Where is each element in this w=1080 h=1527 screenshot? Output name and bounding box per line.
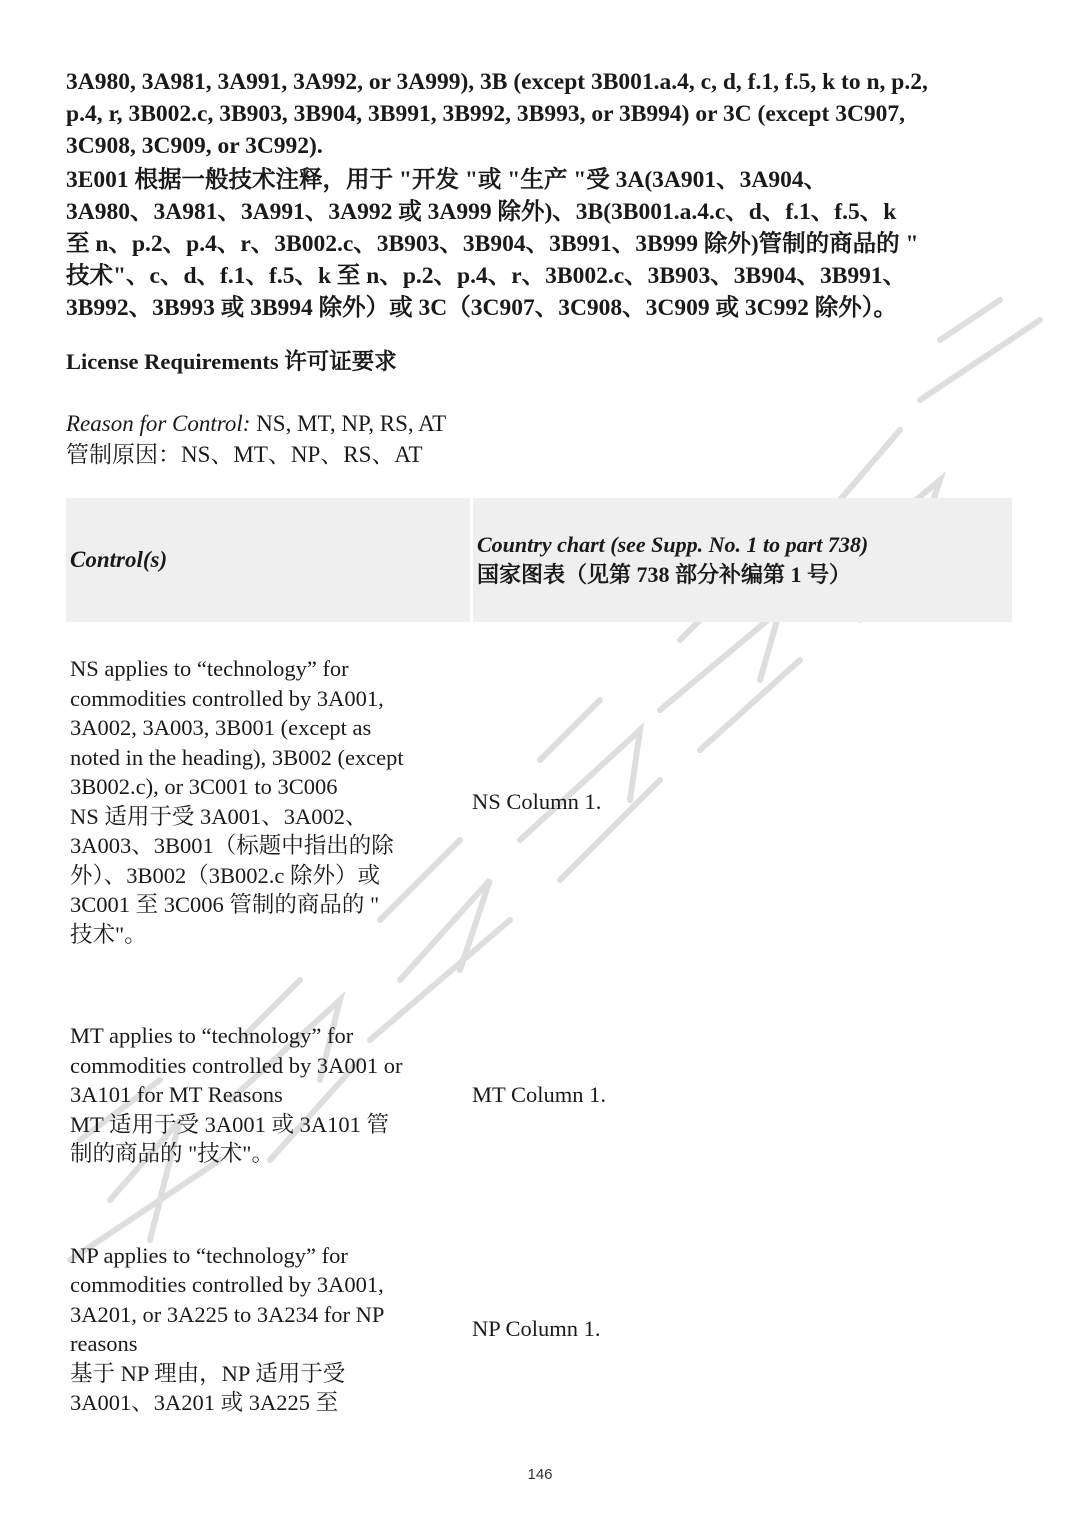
control-line: 3B002.c), or 3C001 to 3C006 — [70, 774, 338, 799]
control-line: 制的商品的 "技术"。 — [70, 1141, 274, 1166]
country-cell: NP Column 1. — [472, 1316, 601, 1341]
intro-line: p.4, r, 3B002.c, 3B903, 3B904, 3B991, 3B992, 3B993, or 3B994) or 3C (except 3C907, — [66, 101, 906, 127]
reason-value: NS, MT, NP, RS, AT — [250, 411, 447, 436]
control-line: 3A101 for MT Reasons — [70, 1082, 283, 1107]
control-line: NS 适用于受 3A001、3A002、 — [70, 803, 368, 829]
reason-zh: 管制原因：NS、MT、NP、RS、AT — [66, 442, 423, 467]
control-line: 3A003、3B001（标题中指出的除 — [70, 833, 394, 858]
table-row — [66, 654, 1012, 949]
control-line: 外）、3B002（3B002.c 除外）或 — [70, 862, 381, 888]
header-country-en: Country chart (see Supp. No. 1 to part 738) — [477, 532, 869, 557]
license-table — [66, 498, 1012, 1418]
intro-zh-line: 3E001 根据一般技术注释，用于 "开发 "或 "生产 "受 3A(3A901、3A904、 — [66, 167, 828, 193]
control-cell — [66, 654, 462, 949]
license-requirements-heading: License Requirements 许可证要求 — [66, 349, 397, 374]
intro-zh-line: 3A980、3A981、3A991、3A992 或 3A999 除外)、3B(3B001.a.4.c、d、f.1、f.5、k — [66, 199, 897, 225]
control-line: commodities controlled by 3A001, — [70, 685, 384, 711]
control-cell — [66, 1021, 462, 1169]
country-cell: NS Column 1. — [472, 788, 602, 814]
control-line: 3A001、3A201 或 3A225 至 — [70, 1390, 339, 1415]
country-cell: MT Column 1. — [472, 1081, 606, 1107]
table-header — [66, 498, 1012, 622]
table-row — [66, 1021, 1012, 1169]
intro-block — [66, 66, 1016, 324]
header-country-chart — [473, 498, 1012, 622]
control-line: 基于 NP 理由，NP 适用于受 — [70, 1360, 346, 1386]
intro-zh-line: 技术"、c、d、f.1、f.5、k 至 n、p.2、p.4、r、3B002.c、3B903、3B904、3B991、 — [66, 263, 907, 289]
reason-for-control — [66, 408, 446, 470]
page-number: 146 — [527, 1466, 553, 1483]
intro-line: 3C908, 3C909, or 3C992). — [66, 133, 323, 159]
control-line: MT applies to “technology” for — [70, 1023, 354, 1048]
control-line: commodities controlled by 3A001, — [70, 1272, 384, 1297]
control-line: commodities controlled by 3A001 or — [70, 1052, 403, 1078]
intro-zh-line: 至 n、p.2、p.4、r、3B002.c、3B903、3B904、3B991、3B999 除外)管制的商品的 " — [66, 231, 919, 257]
intro-line: 3A980, 3A981, 3A991, 3A992, or 3A999), 3B (except 3B001.a.4, c, d, f.1, f.5, k to n, p.2, — [66, 69, 928, 95]
intro-english — [66, 66, 1016, 162]
table-row — [66, 1241, 1012, 1418]
control-line: reasons — [70, 1331, 138, 1356]
control-line: NS applies to “technology” for — [70, 656, 349, 681]
header-country-zh: 国家图表（见第 738 部分补编第 1 号） — [477, 562, 852, 587]
control-line: 3A201, or 3A225 to 3A234 for NP — [70, 1301, 385, 1327]
control-line: 技术"。 — [70, 921, 147, 947]
control-line: 3A002, 3A003, 3B001 (except as — [70, 715, 372, 740]
intro-zh-line: 3B992、3B993 或 3B994 除外）或 3C（3C907、3C908、3C909 或 3C992 除外）。 — [66, 295, 898, 321]
control-line: NP applies to “technology” for — [70, 1242, 348, 1268]
control-cell — [66, 1241, 462, 1418]
reason-label: Reason for Control: — [66, 411, 251, 436]
control-line: 3C001 至 3C006 管制的商品的 " — [70, 892, 380, 917]
intro-chinese — [66, 164, 1016, 324]
header-controls: Control(s) — [70, 547, 168, 572]
control-line: noted in the heading), 3B002 (except — [70, 744, 404, 770]
control-line: MT 适用于受 3A001 或 3A101 管 — [70, 1111, 389, 1137]
